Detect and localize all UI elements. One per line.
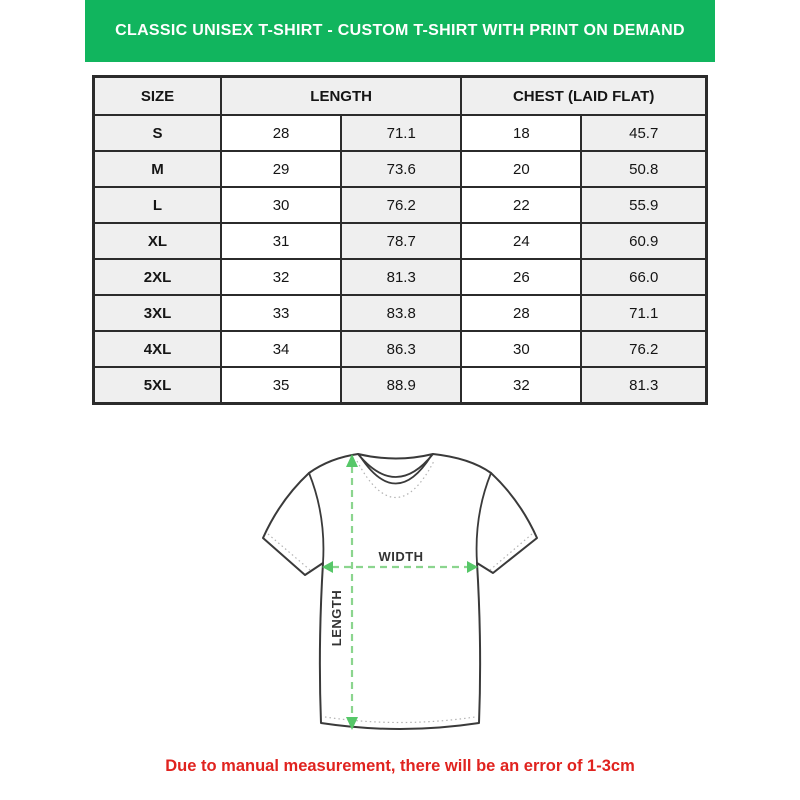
length-cm-cell: 86.3 bbox=[341, 331, 461, 367]
chest-cm-cell: 45.7 bbox=[581, 115, 706, 151]
size-cell: 4XL bbox=[94, 331, 222, 367]
size-cell: S bbox=[94, 115, 222, 151]
size-table bbox=[92, 75, 708, 405]
chest-in-cell: 24 bbox=[461, 223, 581, 259]
page-title: CLASSIC UNISEX T-SHIRT - CUSTOM T-SHIRT WITH PRINT ON DEMAND bbox=[115, 22, 685, 39]
length-in-cell: 28 bbox=[221, 115, 341, 151]
title-banner bbox=[85, 0, 715, 62]
chest-cm-cell: 81.3 bbox=[581, 367, 706, 404]
length-in-cell: 34 bbox=[221, 331, 341, 367]
chest-in-cell: 32 bbox=[461, 367, 581, 404]
table-row bbox=[94, 331, 707, 367]
column-header-chest: CHEST (LAID FLAT) bbox=[461, 77, 706, 116]
chest-cm-cell: 60.9 bbox=[581, 223, 706, 259]
chest-in-cell: 22 bbox=[461, 187, 581, 223]
table-row bbox=[94, 115, 707, 151]
length-cm-cell: 76.2 bbox=[341, 187, 461, 223]
size-cell: 3XL bbox=[94, 295, 222, 331]
length-label: LENGTH bbox=[329, 589, 344, 647]
table-row bbox=[94, 151, 707, 187]
length-in-cell: 31 bbox=[221, 223, 341, 259]
chest-in-cell: 30 bbox=[461, 331, 581, 367]
column-header-size: SIZE bbox=[94, 77, 222, 116]
length-in-cell: 35 bbox=[221, 367, 341, 404]
chest-in-cell: 20 bbox=[461, 151, 581, 187]
tshirt-measurement-diagram bbox=[230, 430, 570, 760]
size-cell: M bbox=[94, 151, 222, 187]
size-cell: 2XL bbox=[94, 259, 222, 295]
length-cm-cell: 81.3 bbox=[341, 259, 461, 295]
chest-cm-cell: 55.9 bbox=[581, 187, 706, 223]
chest-cm-cell: 76.2 bbox=[581, 331, 706, 367]
chest-in-cell: 28 bbox=[461, 295, 581, 331]
chest-cm-cell: 66.0 bbox=[581, 259, 706, 295]
table-row bbox=[94, 295, 707, 331]
size-cell: L bbox=[94, 187, 222, 223]
chest-cm-cell: 71.1 bbox=[581, 295, 706, 331]
length-cm-cell: 88.9 bbox=[341, 367, 461, 404]
length-cm-cell: 73.6 bbox=[341, 151, 461, 187]
table-header-row bbox=[94, 77, 707, 116]
length-in-cell: 30 bbox=[221, 187, 341, 223]
measurement-disclaimer: Due to manual measurement, there will be an error of 1-3cm bbox=[165, 757, 635, 775]
tshirt-outline bbox=[263, 454, 537, 729]
size-cell: 5XL bbox=[94, 367, 222, 404]
chest-in-cell: 26 bbox=[461, 259, 581, 295]
length-cm-cell: 83.8 bbox=[341, 295, 461, 331]
length-in-cell: 32 bbox=[221, 259, 341, 295]
table-row bbox=[94, 223, 707, 259]
table-row bbox=[94, 367, 707, 404]
length-in-cell: 29 bbox=[221, 151, 341, 187]
table-row bbox=[94, 259, 707, 295]
length-cm-cell: 71.1 bbox=[341, 115, 461, 151]
width-label: WIDTH bbox=[378, 549, 424, 564]
column-header-length: LENGTH bbox=[221, 77, 461, 116]
chest-in-cell: 18 bbox=[461, 115, 581, 151]
length-in-cell: 33 bbox=[221, 295, 341, 331]
table-row bbox=[94, 187, 707, 223]
length-cm-cell: 78.7 bbox=[341, 223, 461, 259]
chest-cm-cell: 50.8 bbox=[581, 151, 706, 187]
size-cell: XL bbox=[94, 223, 222, 259]
